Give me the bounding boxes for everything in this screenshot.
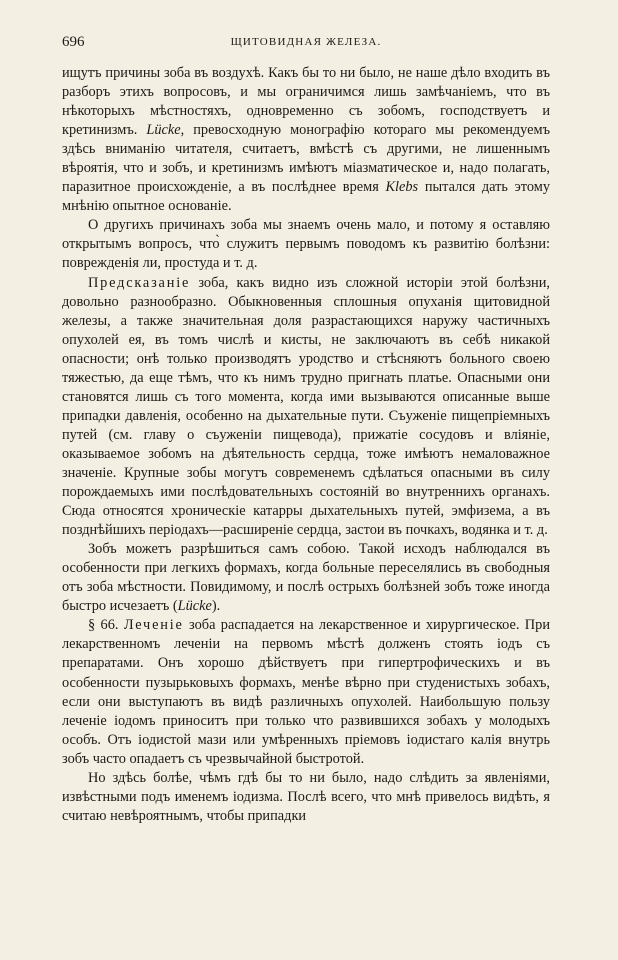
text-run: О другихъ причинахъ зоба мы знаемъ очень мало, и потому я оставляю открытымъ вопросъ, что̀ служитъ первымъ поводомъ къ развитію болѣзни: поврежденія ли, простуда и т. д. [62,217,550,272]
running-title: ЩИТОВИДНАЯ ЖЕЛЕЗА. [230,36,382,48]
section-heading-word: Предсказаніе [88,274,191,291]
paragraph [62,274,550,541]
text-run: Зобъ можетъ разрѣшиться самъ собою. Такой исходъ наблюдался въ особенности при легкихъ формахъ, когда больные переселялись въ свободныя отъ зоба мѣстности. Повидимому, и послѣ острыхъ болѣзней зобъ тоже иногда быстро исчезаетъ ( [62,541,550,615]
text-run: ищутъ причины зоба въ воздухѣ. Какъ бы то ни было, не наше дѣло входить въ разборъ этихъ вопросовъ, и мы ограничимся лишь замѣчаніемъ, что въ нѣкоторыхъ мѣстностяхъ, одновременно съ зобомъ, господствуетъ и кретинизмъ. [62,65,550,139]
text-run: зоба распадается на лекарственное и хирургическое. При лекарственномъ леченіи на первомъ мѣстѣ долженъ стоять іодъ съ препаратами. Онъ хорошо дѣйствуетъ при гипертрофическихъ и въ особенности пузырьковыхъ формахъ, менѣе вѣрно при студенистыхъ зобахъ, если они выступаютъ въ видѣ различныхъ опухолей. Наибольшую пользу леченіе іодомъ приноситъ при только что развившихся зобахъ у молодыхъ особъ. Отъ іодистой мази или умѣренныхъ пріемовъ іодистаго калія внутрь зобъ часто опадаетъ съ чрезвычайной быстротой. [62,617,550,767]
paragraph [62,216,550,273]
page-header [62,34,550,52]
author-name: Lücke [177,598,212,615]
paragraph [62,769,550,826]
body-text [62,64,550,826]
author-name: Klebs [385,179,419,196]
section-heading-word: Леченіе [123,617,184,634]
text-run: пытался дать этому мнѣнію опытное основаніе. [62,179,550,215]
text-run: § 66. [88,617,124,634]
text-run: Но здѣсь болѣе, чѣмъ гдѣ бы то ни было, надо слѣдить за явленіями, извѣстными подъ именемъ іодизма. Послѣ всего, что мнѣ привелось видѣть, я считаю невѣроятнымъ, чтобы припадки [62,769,550,824]
page-number: 696 [62,34,85,50]
text-run: , превосходную монографію котораго мы рекомендуемъ здѣсь вниманію читателя, считаетъ, вмѣстѣ съ другими, не лишеннымъ вѣроятія, что и зобъ, и кретинизмъ имѣютъ міазматическое и, надо полагать, паразитное происхожденіе, а въ послѣднее время [62,122,551,196]
paragraph [62,64,550,216]
text-run: зоба, какъ видно изъ сложной исторіи этой болѣзни, довольно разнообразно. Обыкновенныя сплошныя опуханія щитовидной железы, а также значительная доля разрастающихся наружу частичныхъ опухолей ея, въ томъ числѣ и кисты, не заключаютъ въ себѣ никакой опасности; онѣ только производятъ уродство и стѣсняютъ больного своею тяжестью, да еще тѣмъ, что къ нимъ трудно пригнать платье. Опасными они становятся лишь съ того момента, когда ими вызываются описанные выше припадки давленія, особенно на дыхательные пути. Съуженіе пищепріемныхъ путей (см. главу о съуженіи пищевода), прижатіе сосудовъ и вліяніе, оказываемое зобомъ на дѣятельность сердца, тоже имѣютъ немаловажное значеніе. Крупные зобы могутъ современемъ сдѣлаться опасными въ силу порождаемыхъ ими послѣдовательныхъ состояній во внутреннихъ органахъ. Сюда относятся хроническіе катарры дыхательныхъ путей, эмфизема, а въ позднѣйшихъ періодахъ—расширеніе сердца, застои въ почкахъ, водянка и т. д. [62,274,550,539]
author-name: Lücke [146,122,181,139]
paragraph [62,540,550,616]
text-run: ). [211,598,221,615]
paragraph [62,616,550,768]
